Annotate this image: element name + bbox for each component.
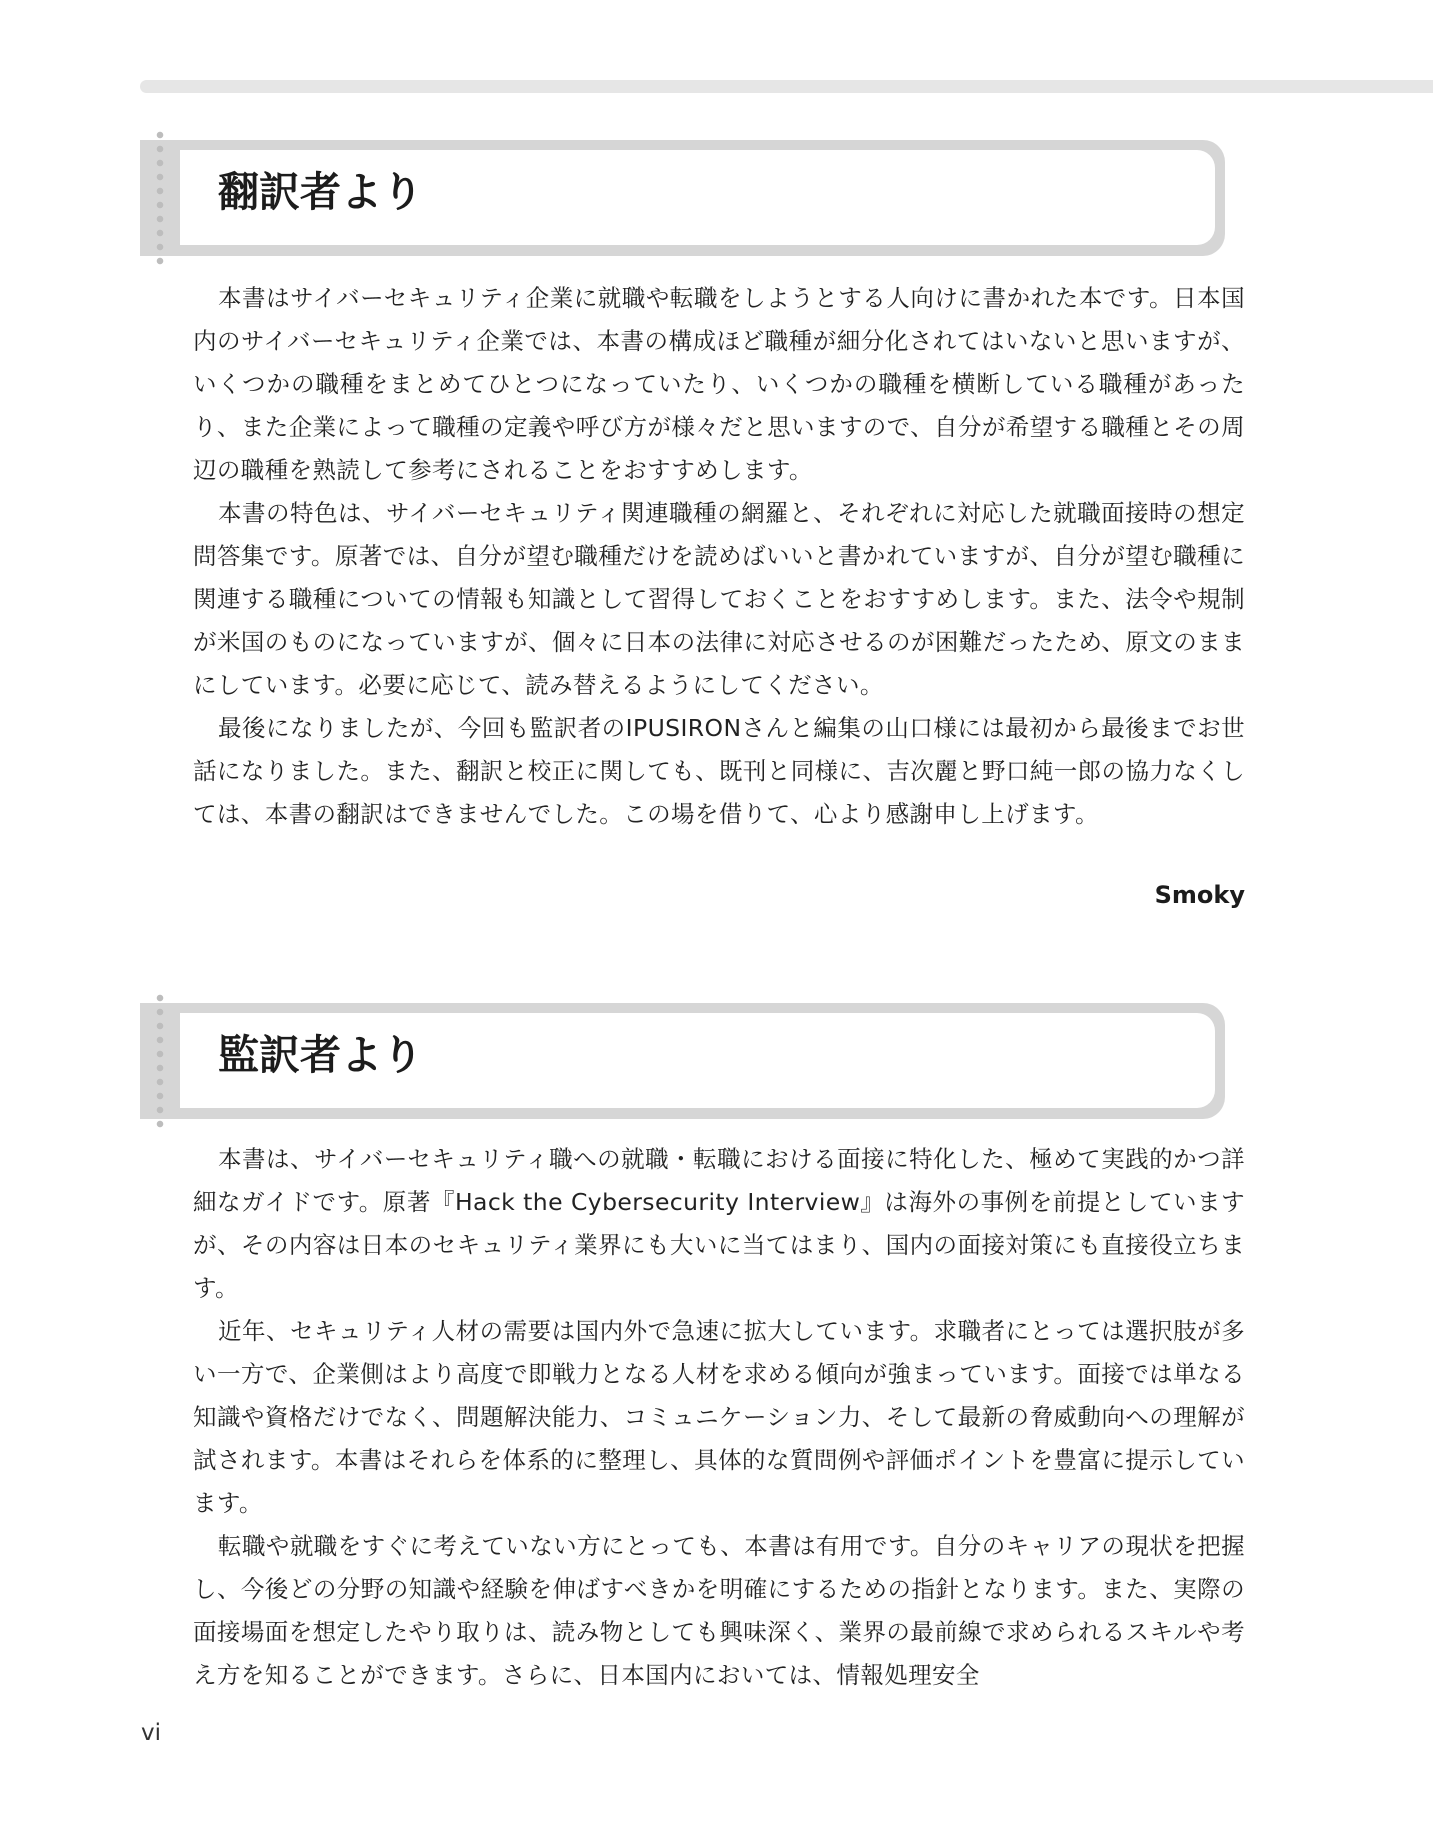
section-title: 監訳者より [218, 1031, 423, 1079]
signature: Smoky [1154, 881, 1245, 909]
binding-dots-decoration [156, 991, 164, 1131]
section-body-supervisor [193, 1138, 1245, 1697]
page-number: vi [141, 1720, 162, 1746]
binding-dots-decoration [156, 128, 164, 268]
paragraph: 転職や就職をすぐに考えていない方にとっても、本書は有用です。自分のキャリアの現状を把握し、今後どの分野の知識や経験を伸ばすべきかを明確にするための指針となります。また、実際の面接場面を想定したやり取りは、読み物としても興味深く、業界の最前線で求められるスキルや考え方を知ることができます。さらに、日本国内においては、情報処理安全 [193, 1532, 1245, 1689]
paragraph: 最後になりましたが、今回も監訳者のIPUSIRONさんと編集の山口様には最初から最後までお世話になりました。また、翻訳と校正に関しても、既刊と同様に、吉次麗と野口純一郎の協力なくしては、本書の翻訳はできませんでした。この場を借りて、心より感謝申し上げます。 [193, 714, 1245, 828]
top-rule [140, 80, 1433, 93]
paragraph: 本書は、サイバーセキュリティ職への就職・転職における面接に特化した、極めて実践的かつ詳細なガイドです。原著『Hack the Cybersecurity Interview』は海外の事例を前提としていますが、その内容は日本のセキュリティ業界にも大いに当てはまり、国内の面接対策にも直接役立ちます。 [193, 1145, 1245, 1302]
paragraph: 近年、セキュリティ人材の需要は国内外で急速に拡大しています。求職者にとっては選択肢が多い一方で、企業側はより高度で即戦力となる人材を求める傾向が強まっています。面接では単なる知識や資格だけでなく、問題解決能力、コミュニケーション力、そして最新の脅威動向への理解が試されます。本書はそれらを体系的に整理し、具体的な質問例や評価ポイントを豊富に提示しています。 [193, 1317, 1245, 1517]
section-heading-supervisor [140, 1003, 1225, 1119]
section-body-translator [193, 277, 1245, 917]
section-heading-translator [140, 140, 1225, 256]
paragraph: 本書はサイバーセキュリティ企業に就職や転職をしようとする人向けに書かれた本です。日本国内のサイバーセキュリティ企業では、本書の構成ほど職種が細分化されてはいないと思いますが、いくつかの職種をまとめてひとつになっていたり、いくつかの職種を横断している職種があったり、また企業によって職種の定義や呼び方が様々だと思いますので、自分が希望する職種とその周辺の職種を熟読して参考にされることをおすすめします。 [193, 284, 1245, 484]
paragraph: 本書の特色は、サイバーセキュリティ関連職種の網羅と、それぞれに対応した就職面接時の想定問答集です。原著では、自分が望む職種だけを読めばいいと書かれていますが、自分が望む職種に関連する職種についての情報も知識として習得しておくことをおすすめします。また、法令や規制が米国のものになっていますが、個々に日本の法律に対応させるのが困難だったため、原文のままにしています。必要に応じて、読み替えるようにしてください。 [193, 499, 1245, 699]
section-title: 翻訳者より [218, 168, 423, 216]
